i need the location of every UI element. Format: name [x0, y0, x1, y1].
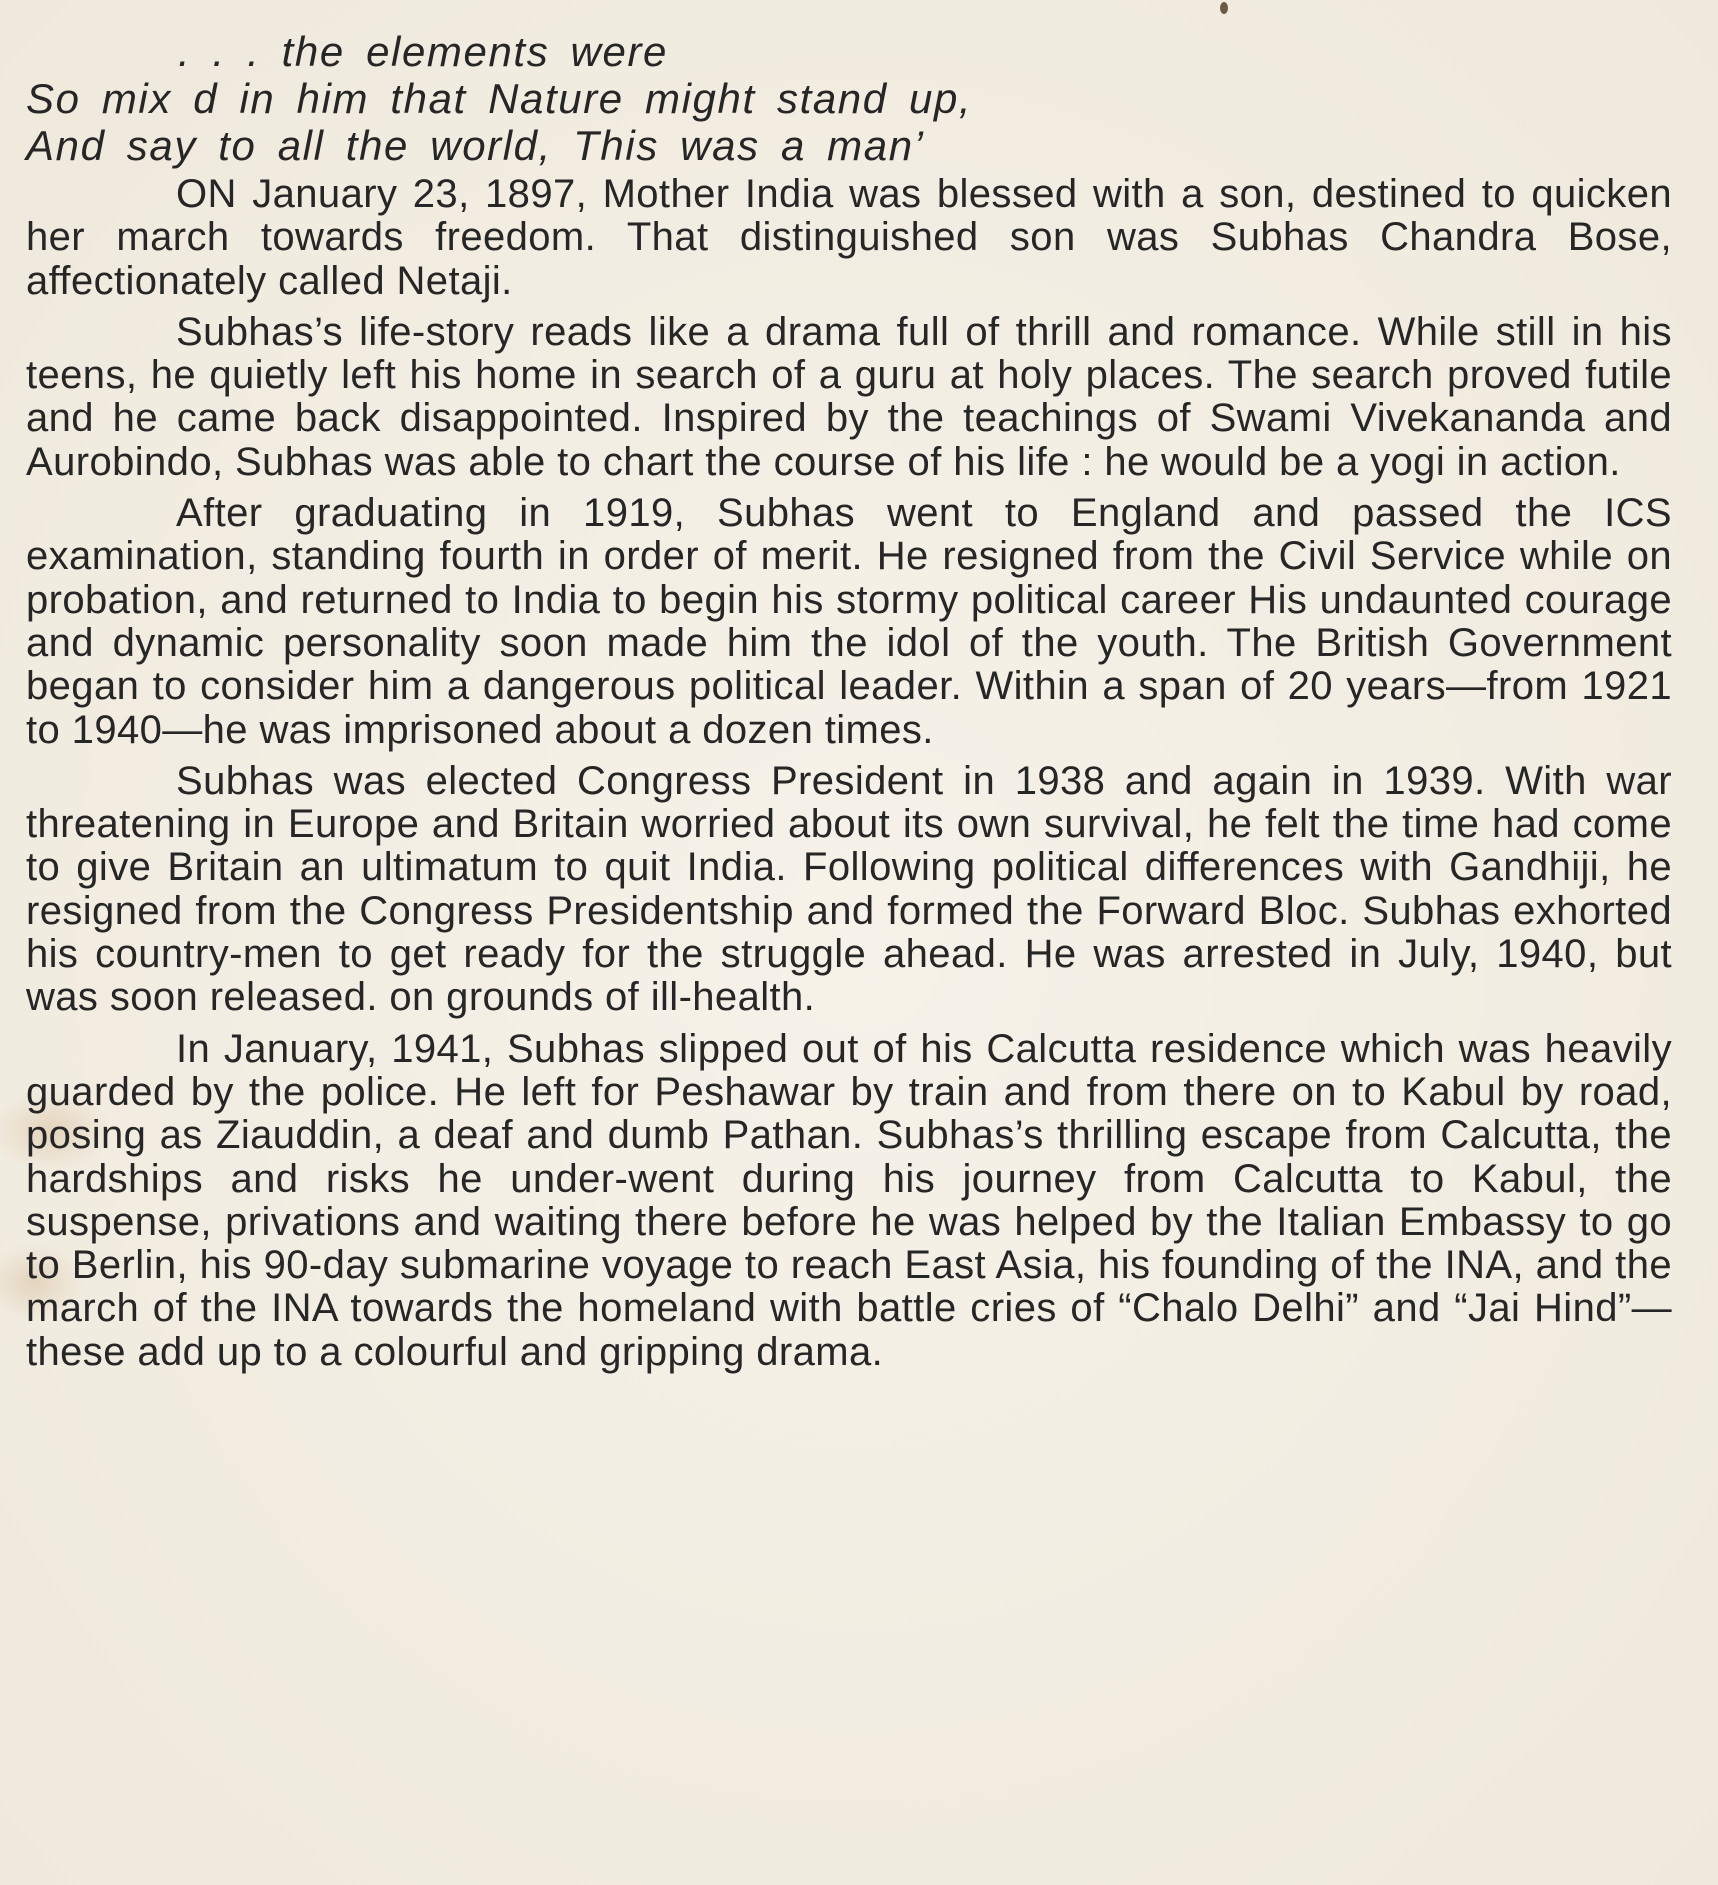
- article-body: [26, 28, 1672, 1382]
- paragraph-early-life: Subhas’s life-story reads like a drama full of thrill and romance. While still in his teens, he quietly left his home in search of a guru at holy places. The search proved futile and he came back disappointed. Inspired by the teachings of Swami Vivekananda and Aurobindo, Subhas was able to chart the course of his life : he would be a yogi in action.: [26, 309, 1672, 484]
- epigraph-line: And say to all the world, This was a man’: [26, 122, 925, 169]
- epigraph-line: So mix d in him that Nature might stand up,: [26, 75, 973, 122]
- epigraph-quote: [26, 28, 1672, 169]
- paragraph-ics-career: After graduating in 1919, Subhas went to England and passed the ICS examination, standing fourth in order of merit. He resigned from the Civil Service while on probation, and returned to India to begin his stormy political career His undaunted courage and dynamic personality soon made him the idol of the youth. The British Government began to consider him a dangerous political leader. Within a span of 20 years—from 1921 to 1940—he was imprisoned about a dozen times.: [26, 491, 1672, 752]
- paragraph-escape: In January, 1941, Subhas slipped out of his Calcutta residence which was heavily guarded by the police. He left for Peshawar by train and from there on to Kabul by road, posing as Ziauddin, a deaf and dumb Pathan. Subhas’s thrilling escape from Calcutta, the hardships and risks he under-went during his journey from Calcutta to Kabul, the suspense, privations and waiting there before he was helped by the Italian Embassy to go to Berlin, his 90-day submarine voyage to reach East Asia, his founding of the INA, and the march of the INA towards the homeland with battle cries of “Chalo Delhi” and “Jai Hind”—these add up to a colourful and gripping drama.: [26, 1026, 1672, 1374]
- paragraph-congress-president: Subhas was elected Congress President in 1938 and again in 1939. With war threatening in Europe and Britain worried about its own survival, he felt the time had come to give Britain an ultimatum to quit India. Following political differences with Gandhiji, he resigned from the Congress Presidentship and formed the Forward Bloc. Subhas exhorted his country-men to get ready for the struggle ahead. He was arrested in July, 1940, but was soon released. on grounds of ill-health.: [26, 758, 1672, 1020]
- epigraph-line: . . . the elements were: [178, 28, 668, 75]
- ink-speck: [1220, 2, 1228, 14]
- paragraph-birth: ON January 23, 1897, Mother India was blessed with a son, destined to quicken her march towards freedom. That distinguished son was Subhas Chandra Bose, affectionately called Netaji.: [26, 172, 1672, 303]
